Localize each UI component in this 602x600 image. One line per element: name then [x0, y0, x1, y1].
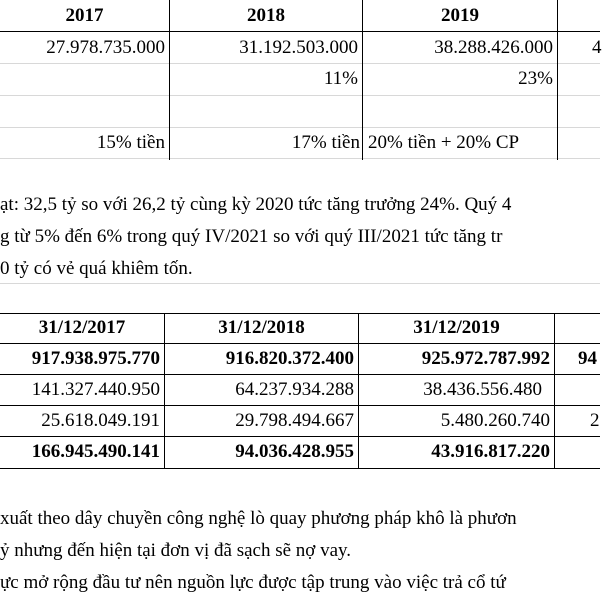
column-divider	[557, 0, 558, 160]
table-cell: 64.237.934.288	[235, 379, 354, 400]
table-cell: 25.618.049.191	[41, 410, 160, 431]
row-border	[0, 468, 600, 469]
text-line: ực mở rộng đầu tư nên nguồn lực được tập trung vào việc trả cổ tứ	[0, 572, 506, 593]
table-cell: 11%	[323, 68, 358, 89]
table-cell: 17% tiền	[291, 132, 360, 153]
date-header: 31/12/2019	[413, 317, 500, 338]
table-cell-partial: 2	[590, 410, 600, 431]
table-cell-partial: 4	[592, 37, 602, 58]
table-cell: 917.938.975.770	[31, 348, 160, 369]
text-line: g từ 5% đến 6% trong quý IV/2021 so với quý III/2021 tức tăng tr	[0, 226, 503, 247]
text-line: ỷ nhưng đến hiện tại đơn vị đã sạch sẽ nợ vay.	[0, 540, 352, 561]
year-header: 2017	[65, 5, 104, 26]
table-cell: 20% tiền + 20% CP	[368, 132, 520, 153]
table-cell: 916.820.372.400	[225, 348, 354, 369]
date-header: 31/12/2018	[218, 317, 305, 338]
table-cell: 43.916.817.220	[431, 441, 550, 462]
text-line: ạt: 32,5 tỷ so với 26,2 tỷ cùng kỳ 2020 tức tăng trưởng 24%. Quý 4	[0, 194, 512, 215]
table-cell: 23%	[518, 68, 553, 89]
date-header: 31/12/2017	[38, 317, 126, 338]
year-header: 2019	[441, 5, 479, 26]
year-header: 2018	[247, 5, 285, 26]
table-cell: 29.798.494.667	[235, 410, 354, 431]
text-line: 0 tỷ có vẻ quá khiêm tốn.	[0, 258, 193, 279]
text-line: xuất theo dây chuyền công nghệ lò quay phương pháp khô là phươn	[0, 508, 517, 529]
table-cell: 5.480.260.740	[440, 410, 550, 431]
table-cell-partial: 94	[578, 348, 597, 369]
column-divider	[554, 313, 555, 469]
table-cell: 38.288.426.000	[434, 37, 553, 58]
gridline	[0, 95, 600, 96]
table-cell: 31.192.503.000	[239, 37, 358, 58]
table-cell: 27.978.735.000	[46, 37, 165, 58]
table-cell: 166.945.490.141	[31, 441, 160, 462]
table-cell: 15% tiền	[96, 132, 165, 153]
table-cell: 925.972.787.992	[421, 348, 550, 369]
table-cell: 141.327.440.950	[31, 379, 160, 400]
gridline	[0, 283, 600, 284]
header-border	[0, 31, 600, 32]
table-cell: 94.036.428.955	[235, 441, 354, 462]
table-cell: 38.436.556.480	[423, 379, 542, 400]
gridline	[0, 158, 600, 159]
